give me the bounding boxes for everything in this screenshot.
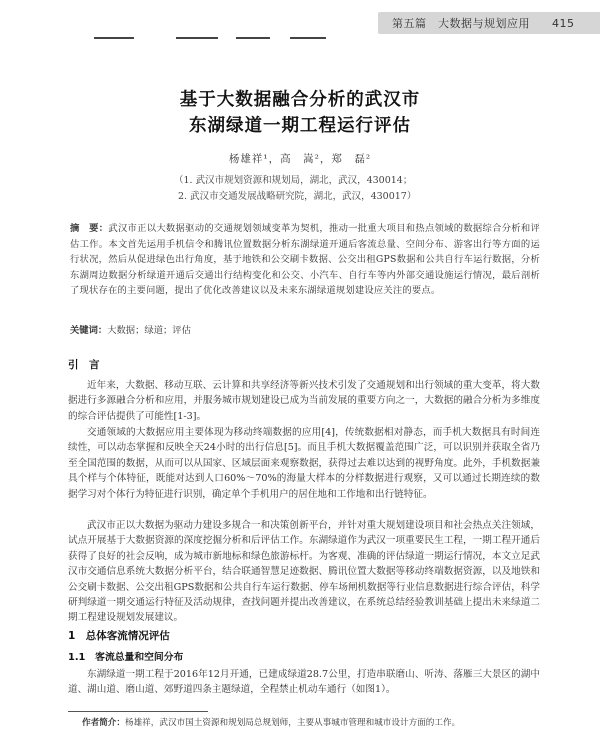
footnote [82, 716, 460, 728]
footnote-rule [68, 711, 208, 712]
footnote-text: 杨雄祥，武汉市国土资源和规划局总规划师，主要从事城市管理和城市设计方面的工作。 [124, 718, 461, 728]
page-number: 415 [552, 17, 575, 30]
intro-paragraph-3: 武汉市正以大数据为驱动力建设多规合一和决策创新平台，并针对重大规划建设项目和社会热点关注领域，试点开展基于大数据资源的深度挖掘分析和后评估工作。东湖绿道作为武汉一项重要民生工程，一期工程开通后获得了良好的社会反响，成为城市新地标和绿色旅游标杆。为客观、准确的评估绿道一期运行情况，本文立足武汉市交通信息系统大数据分析平台，结合联通智慧足迹数据、腾讯位置大数据等移动终端数据资源，以及地铁和公交刷卡数据、公交出租GPS数据和公共自行车运行数据、停车场闸机数据等行业信息数据进行综合评估，科学研判绿道一期交通运行特征及活动规律，查找问题并提出改善建议，在系统总结经验教训基础上提出未来绿道二期工程建设规划发展建议。 [68, 520, 540, 624]
header-rule [290, 37, 326, 39]
intro-paragraph-1: 近年来，大数据、移动互联、云计算和共享经济等新兴技术引发了交通规划和出行领域的重大变革，将大数据进行多源融合分析和应用，并服务城市规划建设已成为当前发展的重要方向之一，大数据的融合分析为多维度的综合评估提供了可能性[1-3]。 [68, 380, 540, 422]
keywords-text: 大数据；绿道；评估 [107, 325, 191, 336]
header-rule [236, 37, 270, 39]
intro-paragraph-2: 交通领域的大数据应用主要体现为移动终端数据的应用[4]，传统数据相对静态，而手机大数据具有时间连续性，可以动态掌握和反映全天24小时的出行信息[5]。而且手机大数据覆盖范围广泛，可以识别并获取全省乃至全国范围的数据，从而可以从国家、区域层面来观察数据，获得过去难以达到的视野角度。此外，手机数据兼具个样与个体特征，既能对达到人口60%～70%的海量大样本的分样数据进行观察，又可以通过长期连续的数据学习对个体行为特征进行识别，确定单个手机用户的居住地和工作地和出行链特征。 [68, 427, 540, 500]
running-header [0, 0, 600, 40]
header-rule [176, 37, 218, 39]
abstract [70, 221, 540, 299]
footnote-label: 作者简介： [82, 718, 125, 728]
section-1-1-heading: 1.1 客流总量和空间分布 [68, 652, 184, 663]
abstract-label: 摘 要： [70, 223, 109, 234]
affiliation-2: 2. 武汉市交通发展战略研究院，湖北，武汉，430017） [178, 191, 417, 202]
paper-title-line-2: 东湖绿道一期工程运行评估 [189, 116, 411, 136]
header-text [392, 15, 575, 31]
paper-title-line-1: 基于大数据融合分析的武汉市 [179, 90, 421, 110]
authors: 杨雄祥¹，高 嵩²，郑 磊² [228, 153, 372, 165]
section-1-heading: 1 总体客流情况评估 [68, 630, 170, 642]
intro-heading: 引 言 [68, 359, 100, 371]
header-rule [94, 37, 134, 39]
keywords-label: 关键词： [70, 325, 108, 336]
running-title: 第五篇 大数据与规划应用 [392, 17, 530, 30]
abstract-text: 武汉市正以大数据驱动的交通规划领域变革为契机，推动一批重大项目和热点领域的数据综合分析和评估工作。本文首先运用手机信令和腾讯位置数据分析东湖绿道开通后客流总量、空间分布、游客出行等方面的运行状况，然后从促进绿色出行角度，基于地铁和公交刷卡数据、公交出租GPS数据和公共自行车运行数据，分析东湖周边数据分析绿道开通后交通出行结构变化和公交、小汽车、自行车等内外部交通设施运行情况，最后剖析了现状存在的主要问题，提出了优化改善建议以及未来东湖绿道规划建设应关注的要点。 [70, 223, 540, 297]
affiliation-1: （1. 武汉市规划资源和规划局，湖北，武汉，430014； [174, 175, 413, 186]
section-1-paragraph: 东湖绿道一期工程于2016年12月开通，已建成绿道28.7公里，打造串联磨山、听涛、落雁三大景区的湖中道、湖山道、磨山道、郊野道四条主题绿道，全程禁止机动车通行（如图1）。 [68, 669, 540, 696]
keywords [70, 322, 191, 336]
